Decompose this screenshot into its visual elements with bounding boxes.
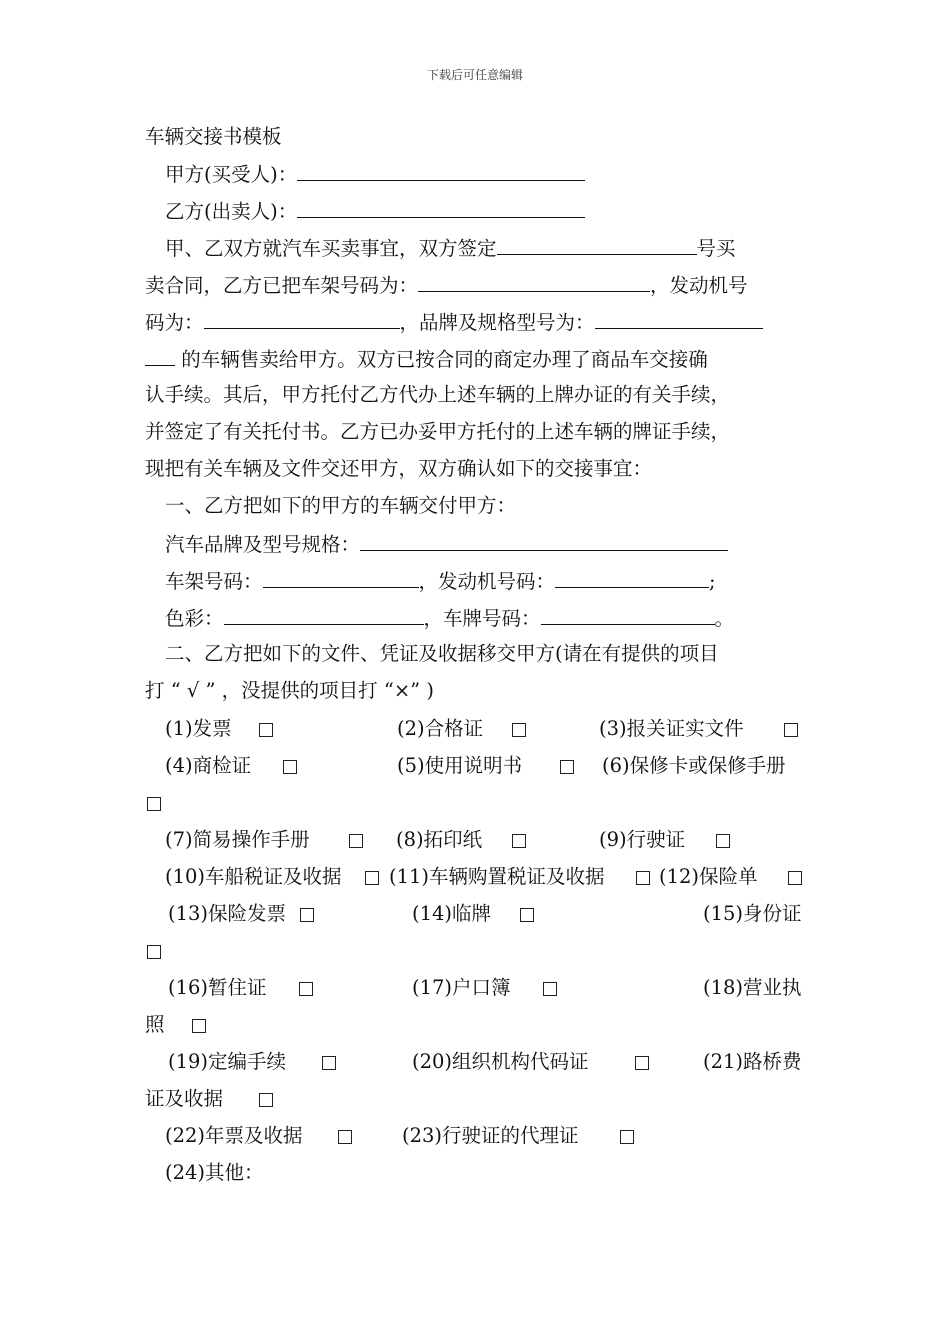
plate-blank[interactable] <box>541 603 715 625</box>
section2-title-line1: 二、乙方把如下的文件、凭证及收据移交甲方(请在有提供的项目 <box>165 642 719 665</box>
item-19: (19)定编手续 <box>168 1050 287 1073</box>
model-blank-cont[interactable] <box>145 344 175 366</box>
checkbox-20[interactable] <box>635 1056 649 1070</box>
item-17: (17)户口簿 <box>412 976 511 999</box>
para1-line1 <box>165 233 950 263</box>
punctuation: ; <box>709 570 716 593</box>
checkbox-19[interactable] <box>322 1056 336 1070</box>
checkbox-21[interactable] <box>259 1093 273 1107</box>
color-blank[interactable] <box>224 603 424 625</box>
item-23: (23)行驶证的代理证 <box>402 1124 579 1147</box>
page-header: 下载后可任意编辑 <box>426 68 523 82</box>
checkbox-18[interactable] <box>192 1019 206 1033</box>
item-15: (15)身份证 <box>703 902 802 925</box>
para1-text: 的车辆售卖给甲方。双方已按合同的商定办理了商品车交接确 <box>181 348 708 371</box>
item-18-cont: 照 <box>145 1013 165 1036</box>
party-b-line <box>165 196 950 226</box>
item-6: (6)保修卡或保修手册 <box>602 754 786 777</box>
item-22: (22)年票及收据 <box>165 1124 303 1147</box>
checkbox-17[interactable] <box>543 982 557 996</box>
item-7: (7)简易操作手册 <box>165 828 310 851</box>
para1-text: ，品牌及规格型号为： <box>399 311 595 334</box>
para1-text: 码为： <box>145 311 204 334</box>
item-4: (4)商检证 <box>165 754 252 777</box>
item-20: (20)组织机构代码证 <box>412 1050 589 1073</box>
checkbox-8[interactable] <box>512 834 526 848</box>
engine-blank[interactable] <box>555 566 709 588</box>
item-24: (24)其他： <box>165 1161 264 1184</box>
checkbox-1[interactable] <box>259 723 273 737</box>
document-title: 车辆交接书模板 <box>145 125 282 148</box>
item-12: (12)保险单 <box>659 865 758 888</box>
party-b-label: 乙方(出卖人)： <box>165 200 298 223</box>
item-21-cont: 证及收据 <box>145 1087 224 1110</box>
party-b-blank[interactable] <box>297 196 585 218</box>
frame-label: 车架号码： <box>165 570 263 593</box>
item-8: (8)拓印纸 <box>396 828 483 851</box>
party-a-line <box>165 159 950 189</box>
plate-label: ，车牌号码： <box>423 607 541 630</box>
checkbox-4[interactable] <box>283 760 297 774</box>
brand-label: 汽车品牌及型号规格： <box>165 533 361 556</box>
checkbox-15[interactable] <box>147 945 161 959</box>
model-blank[interactable] <box>595 307 763 329</box>
checkbox-5[interactable] <box>560 760 574 774</box>
checkbox-16[interactable] <box>299 982 313 996</box>
checkbox-2[interactable] <box>512 723 526 737</box>
checkbox-10[interactable] <box>365 871 379 885</box>
para1-text: ，发动机号 <box>650 274 748 297</box>
party-a-label: 甲方(买受人)： <box>165 163 298 186</box>
item-13: (13)保险发票 <box>168 902 287 925</box>
frame-blank[interactable] <box>263 566 419 588</box>
checkbox-6[interactable] <box>147 797 161 811</box>
para1-text: 卖合同，乙方已把车架号码为： <box>145 274 419 297</box>
contract-number-blank[interactable] <box>497 233 697 255</box>
checkbox-23[interactable] <box>620 1130 634 1144</box>
brand-line <box>165 529 950 559</box>
item-5: (5)使用说明书 <box>397 754 523 777</box>
frame-number-blank[interactable] <box>418 270 650 292</box>
checkbox-14[interactable] <box>520 908 534 922</box>
para1-line3 <box>145 307 950 337</box>
para1-line5: 认手续。其后，甲方托付乙方代办上述车辆的上牌办证的有关手续， <box>145 383 731 406</box>
item-11: (11)车辆购置税证及收据 <box>389 865 605 888</box>
item-16: (16)暂住证 <box>168 976 267 999</box>
para1-text: 号买 <box>696 237 736 260</box>
party-a-blank[interactable] <box>297 159 585 181</box>
para1-line4 <box>145 344 950 374</box>
engine-number-blank[interactable] <box>204 307 400 329</box>
checkbox-9[interactable] <box>716 834 730 848</box>
para1-text: 甲、乙双方就汽车买卖事宜，双方签定 <box>165 237 497 260</box>
checkbox-11[interactable] <box>636 871 650 885</box>
item-3: (3)报关证实文件 <box>599 717 744 740</box>
item-2: (2)合格证 <box>397 717 484 740</box>
checkbox-12[interactable] <box>788 871 802 885</box>
frame-engine-line <box>165 566 950 596</box>
para1-line2 <box>145 270 950 300</box>
checkbox-22[interactable] <box>338 1130 352 1144</box>
checkbox-7[interactable] <box>349 834 363 848</box>
item-1: (1)发票 <box>165 717 232 740</box>
item-21: (21)路桥费 <box>703 1050 802 1073</box>
color-plate-line <box>165 603 950 633</box>
item-9: (9)行驶证 <box>599 828 686 851</box>
section1-title: 一、乙方把如下的甲方的车辆交付甲方： <box>165 494 517 517</box>
item-18: (18)营业执 <box>703 976 802 999</box>
brand-blank[interactable] <box>360 529 728 551</box>
item-14: (14)临牌 <box>412 902 492 925</box>
color-label: 色彩： <box>165 607 224 630</box>
punctuation: 。 <box>714 607 735 630</box>
checkbox-3[interactable] <box>784 723 798 737</box>
checkbox-13[interactable] <box>300 908 314 922</box>
para1-line6: 并签定了有关托付书。乙方已办妥甲方托付的上述车辆的牌证手续， <box>145 420 731 443</box>
section2-title-line2: 打 “ √ ” ，没提供的项目打 “×” ) <box>145 679 434 702</box>
item-10: (10)车船税证及收据 <box>165 865 342 888</box>
engine-label: ，发动机号码： <box>418 570 556 593</box>
para1-line7: 现把有关车辆及文件交还甲方，双方确认如下的交接事宜： <box>145 457 653 480</box>
